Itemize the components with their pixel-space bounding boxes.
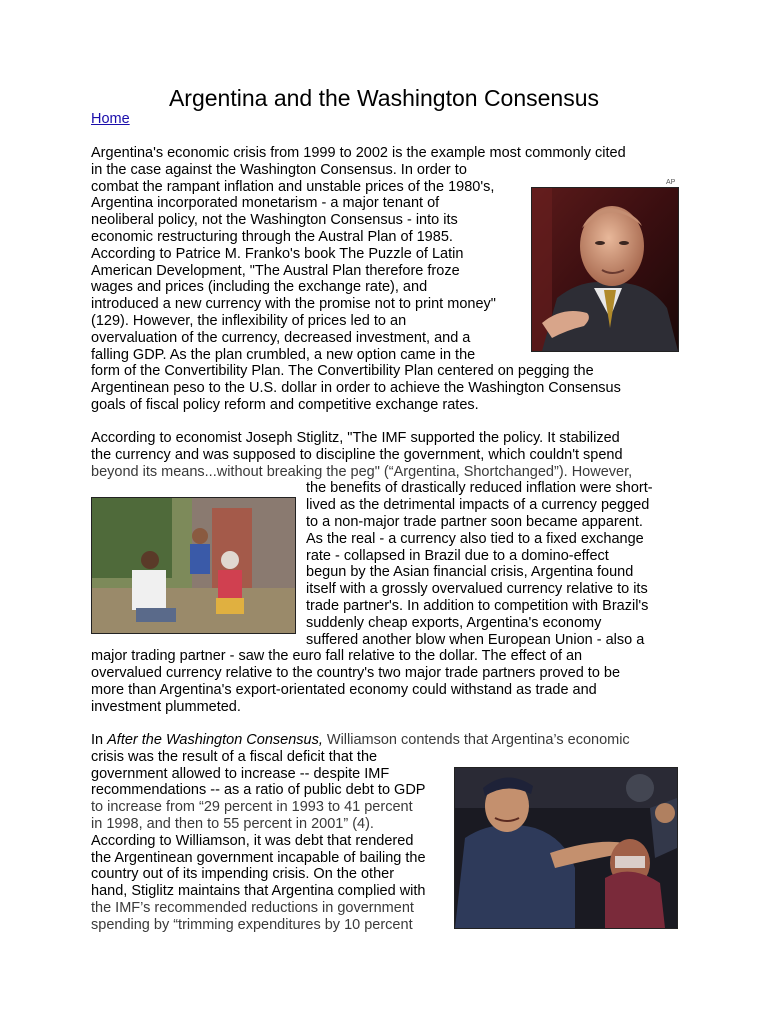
aid-worker-photo	[91, 497, 296, 634]
page-title: Argentina and the Washington Consensus	[168, 85, 600, 111]
paragraph-1-line: form of the Convertibility Plan. The Convertibility Plan centered on pegging the	[91, 363, 594, 380]
paragraph-2-line: beyond its means...without breaking the peg" (“Argentina, Shortchanged”). However,	[91, 463, 633, 480]
paragraph-3-line: country out of its impending crisis. On the other	[91, 866, 395, 883]
paragraph-1-line: Argentinean peso to the U.S. dollar in order to achieve the Washington Consensus	[91, 380, 621, 397]
book-title: After the Washington Consensus,	[107, 732, 323, 748]
paragraph-1-line: wages and prices (including the exchange rate), and	[91, 279, 428, 296]
paragraph-1-line: in the case against the Washington Consensus. In order to	[91, 161, 467, 178]
paragraph-2-line: the benefits of drastically reduced inflation were short-	[306, 480, 653, 497]
paragraph-1-line: neoliberal policy, not the Washington Consensus - into its	[91, 212, 458, 229]
paragraph-1-line: (129). However, the inflexibility of prices led to an	[91, 312, 407, 329]
paragraph-2-line: lived as the detrimental impacts of a currency pegged	[306, 497, 650, 514]
paragraph-1-line: Argentina's economic crisis from 1999 to 2002 is the example most commonly cited	[91, 145, 626, 161]
paragraph-1-line: American Development, "The Austral Plan therefore froze	[91, 262, 460, 279]
paragraph-2-line: As the real - a currency also tied to a fixed exchange	[306, 530, 644, 547]
paragraph-3-line: crisis was the result of a fiscal deficit that the	[91, 748, 378, 765]
paragraph-2-line: the currency and was supposed to discipline the government, which couldn't spend	[91, 446, 623, 463]
paragraph-2-line: investment plummeted.	[91, 698, 241, 715]
home-link[interactable]: Home	[91, 111, 130, 127]
paragraph-2-line: trade partner's. In addition to competition with Brazil's	[306, 597, 649, 614]
paragraph-2-line: begun by the Asian financial crisis, Argentina found	[306, 564, 634, 581]
paragraph-3-line: the Argentinean government incapable of bailing the	[91, 849, 426, 866]
text-fragment: In	[91, 732, 108, 748]
paragraph-1-line: overvaluation of the currency, decreased investment, and a	[91, 329, 471, 346]
paragraph-1-line: According to Patrice M. Franko's book The Puzzle of Latin	[91, 245, 464, 262]
paragraph-3-line: government allowed to increase -- despite IMF	[91, 765, 390, 782]
paragraph-2-line: rate - collapsed in Brazil due to a domino-effect	[306, 547, 609, 564]
paragraph-1-line: goals of fiscal policy reform and competitive exchange rates.	[91, 396, 479, 413]
paragraph-2-line: to a non-major trade partner soon became apparent.	[306, 513, 643, 530]
paragraph-3-line: spending by “trimming expenditures by 10 percent	[91, 916, 413, 933]
paragraph-1-line: falling GDP. As the plan crumbled, a new option came in the	[91, 346, 476, 363]
paragraph-3-line	[91, 732, 691, 749]
paragraph-2-line: suffered another blow when European Union - also a	[306, 631, 645, 648]
paragraph-3-line: According to Williamson, it was debt that rendered	[91, 832, 414, 849]
paragraph-1-line: economic restructuring through the Austral Plan of 1985.	[91, 228, 453, 245]
police-protest-photo	[454, 767, 678, 929]
paragraph-1-line: introduced a new currency with the promise not to print money"	[91, 296, 496, 313]
paragraph-2-line: overvalued currency relative to the country's two major trade partners proved to be	[91, 665, 621, 682]
paragraph-1-line: Argentina incorporated monetarism - a major tenant of	[91, 195, 440, 212]
paragraph-3-line: the IMF’s recommended reductions in government	[91, 899, 414, 916]
paragraph-3-line: recommendations -- as a ratio of public debt to GDP	[91, 782, 426, 799]
paragraph-1-line: combat the rampant inflation and unstable prices of the 1980's,	[91, 178, 495, 195]
text-fragment: Williamson contends that Argentina’s economic	[322, 732, 630, 748]
paragraph-3-line: hand, Stiglitz maintains that Argentina complied with	[91, 883, 426, 900]
paragraph-2-line: more than Argentina's export-orientated economy could withstand as trade and	[91, 681, 597, 698]
paragraph-2-line: suddenly cheap exports, Argentina's economy	[306, 614, 602, 631]
speaker-photo	[531, 187, 679, 352]
paragraph-3-line: to increase from “29 percent in 1993 to 41 percent	[91, 799, 413, 816]
paragraph-2-line: major trading partner - saw the euro fall relative to the dollar. The effect of an	[91, 648, 583, 665]
paragraph-2-line: itself with a grossly overvalued currency relative to its	[306, 581, 648, 598]
photo-credit: AP	[666, 179, 676, 186]
paragraph-3-line: in 1998, and then to 55 percent in 2001” (4).	[91, 815, 374, 832]
paragraph-2-line: According to economist Joseph Stiglitz, "The IMF supported the policy. It stabilized	[91, 430, 620, 446]
